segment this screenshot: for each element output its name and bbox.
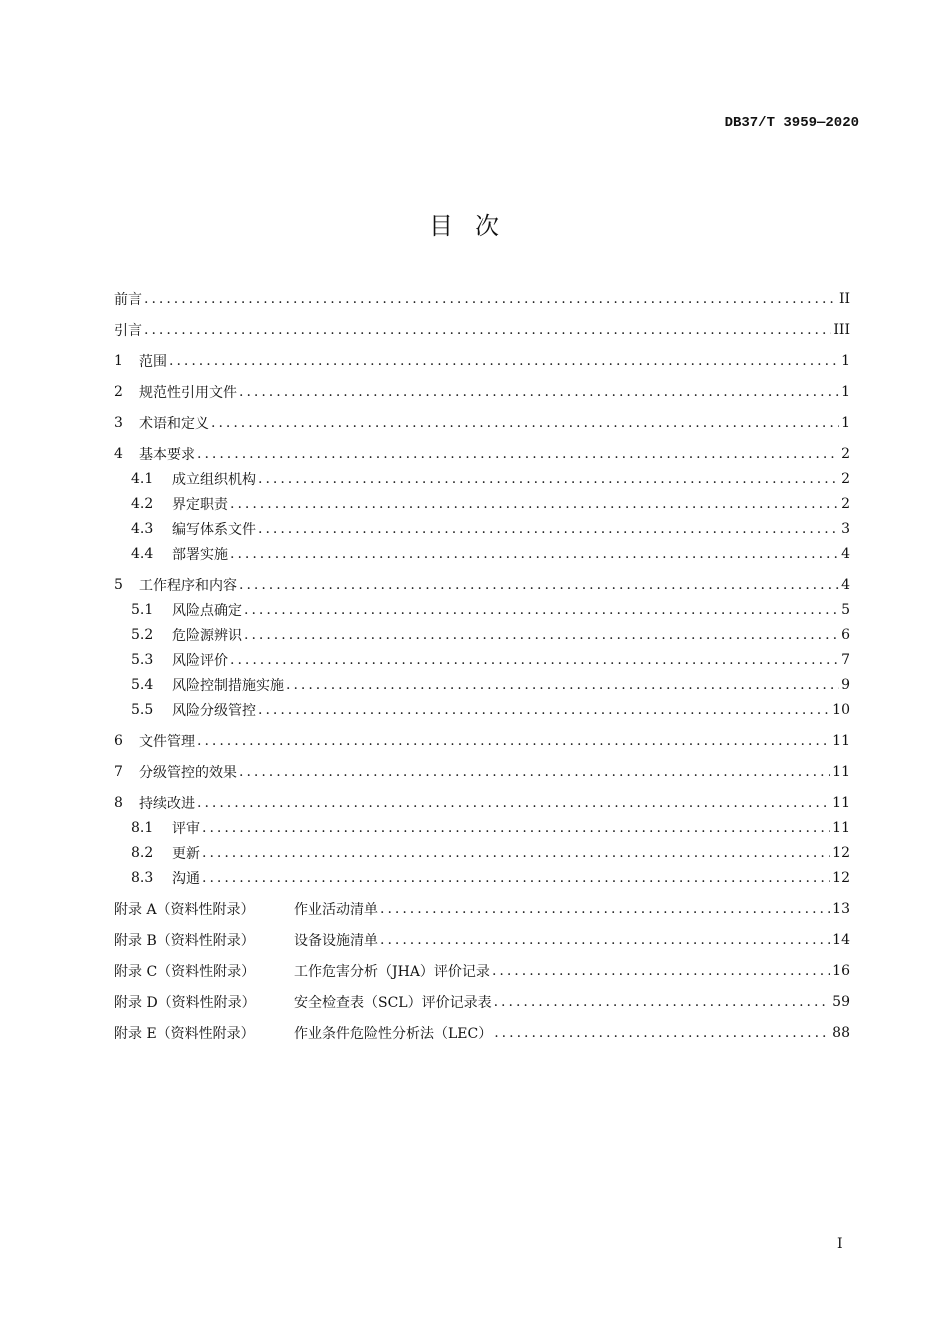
toc-leader-dots xyxy=(239,577,839,593)
toc-entry[interactable] xyxy=(114,516,850,541)
toc-leader-dots xyxy=(494,1025,830,1041)
toc-entry-number: 附录 B（资料性附录） xyxy=(114,932,255,949)
toc-entry-page: 10 xyxy=(832,701,850,718)
toc-entry-number: 附录 C（资料性附录） xyxy=(114,963,256,980)
toc-leader-dots xyxy=(494,994,831,1010)
toc-entry[interactable] xyxy=(114,697,850,722)
toc-leader-dots xyxy=(202,870,830,886)
toc-entry-number: 4 xyxy=(114,445,123,462)
toc-entry-page: 4 xyxy=(841,545,850,562)
toc-entry-title: 评审 xyxy=(172,820,200,837)
toc-entry-page: 12 xyxy=(832,869,850,886)
toc-entry[interactable] xyxy=(114,1020,850,1045)
toc-entry-number: 8.2 xyxy=(131,844,154,861)
toc-entry-number: 4.1 xyxy=(131,470,154,487)
toc-entry-number: 附录 D（资料性附录） xyxy=(114,994,256,1011)
toc-entry[interactable] xyxy=(114,728,850,753)
toc-entry[interactable] xyxy=(114,865,850,890)
toc-entry-number: 6 xyxy=(114,732,123,749)
toc-entry-page: 14 xyxy=(832,931,850,948)
toc-entry-number: 8.1 xyxy=(131,819,154,836)
toc-entry-title: 部署实施 xyxy=(172,546,228,563)
toc-entry-title: 风险控制措施实施 xyxy=(172,677,284,694)
toc-leader-dots xyxy=(197,446,839,462)
toc-entry-page: 11 xyxy=(832,763,850,780)
toc-entry[interactable] xyxy=(114,491,850,516)
toc-entry-title: 基本要求 xyxy=(139,446,195,463)
toc-entry-title: 引言 xyxy=(114,322,142,339)
toc-entry-title: 风险分级管控 xyxy=(172,702,256,719)
toc-entry-page: 2 xyxy=(841,445,850,462)
toc-entry-page: 7 xyxy=(841,651,850,668)
toc-entry-number: 5.4 xyxy=(131,676,154,693)
toc-entry-page: 11 xyxy=(832,794,850,811)
toc-entry-title: 范围 xyxy=(139,353,167,370)
toc-leader-dots xyxy=(230,496,839,512)
toc-entry-page: III xyxy=(833,321,850,338)
toc-entry-page: 11 xyxy=(832,819,850,836)
toc-leader-dots xyxy=(380,932,830,948)
toc-leader-dots xyxy=(230,546,839,562)
toc-entry-number: 5.1 xyxy=(131,601,154,618)
toc-entry[interactable] xyxy=(114,672,850,697)
toc-entry-title: 风险评价 xyxy=(172,652,228,669)
toc-entry[interactable] xyxy=(114,989,850,1014)
toc-leader-dots xyxy=(258,702,830,718)
toc-entry[interactable] xyxy=(114,348,850,373)
toc-leader-dots xyxy=(144,291,837,307)
toc-entry-page: 2 xyxy=(841,470,850,487)
toc-entry-page: 3 xyxy=(841,520,850,537)
toc-entry[interactable] xyxy=(114,927,850,952)
toc-entry-title: 作业条件危险性分析法（LEC） xyxy=(294,1025,493,1042)
toc-entry[interactable] xyxy=(114,840,850,865)
toc-entry[interactable] xyxy=(114,286,850,311)
toc-entry-title: 成立组织机构 xyxy=(172,471,256,488)
toc-entry-number: 5 xyxy=(114,576,123,593)
toc-entry-title: 术语和定义 xyxy=(139,415,209,432)
page-title: 目次 xyxy=(429,212,521,240)
toc-entry-page: 6 xyxy=(841,626,850,643)
toc-leader-dots xyxy=(239,764,830,780)
toc-entry-page: 1 xyxy=(841,352,850,369)
toc-leader-dots xyxy=(202,820,830,836)
toc-leader-dots xyxy=(286,677,839,693)
toc-entry-number: 1 xyxy=(114,352,123,369)
toc-leader-dots xyxy=(492,963,830,979)
toc-entry-page: 1 xyxy=(841,414,850,431)
toc-entry[interactable] xyxy=(114,597,850,622)
toc-entry-number: 5.3 xyxy=(131,651,154,668)
toc-entry[interactable] xyxy=(114,622,850,647)
toc-entry-title: 安全检查表（SCL）评价记录表 xyxy=(294,994,492,1011)
toc-entry-page: 59 xyxy=(832,993,850,1010)
toc-leader-dots xyxy=(169,353,839,369)
toc-entry[interactable] xyxy=(114,317,850,342)
toc-entry-number: 8.3 xyxy=(131,869,154,886)
toc-leader-dots xyxy=(211,415,839,431)
toc-entry[interactable] xyxy=(114,572,850,597)
toc-leader-dots xyxy=(197,795,830,811)
toc-entry-number: 8 xyxy=(114,794,123,811)
toc-leader-dots xyxy=(144,322,831,338)
toc-entry[interactable] xyxy=(114,958,850,983)
toc-entry-title: 规范性引用文件 xyxy=(139,384,237,401)
toc-entry-title: 分级管控的效果 xyxy=(139,764,237,781)
toc-entry-page: 12 xyxy=(832,844,850,861)
toc-leader-dots xyxy=(230,652,839,668)
toc-entry-title: 设备设施清单 xyxy=(294,932,378,949)
toc-entry-number: 4.4 xyxy=(131,545,154,562)
toc-entry[interactable] xyxy=(114,466,850,491)
toc-leader-dots xyxy=(258,471,839,487)
table-of-contents xyxy=(114,286,850,1045)
toc-entry-page: 88 xyxy=(832,1024,850,1041)
toc-entry-title: 工作程序和内容 xyxy=(139,577,237,594)
toc-entry-number: 5.5 xyxy=(131,701,154,718)
toc-entry-title: 工作危害分析（JHA）评价记录 xyxy=(294,963,490,980)
toc-entry-title: 风险点确定 xyxy=(172,602,242,619)
toc-entry[interactable] xyxy=(114,647,850,672)
toc-entry[interactable] xyxy=(114,759,850,784)
toc-entry-page: 9 xyxy=(841,676,850,693)
toc-entry[interactable] xyxy=(114,790,850,815)
toc-entry-page: 1 xyxy=(841,383,850,400)
toc-entry-page: II xyxy=(838,290,850,307)
toc-entry[interactable] xyxy=(114,441,850,466)
toc-entry-number: 附录 A（资料性附录） xyxy=(114,901,255,918)
toc-entry-title: 作业活动清单 xyxy=(294,901,378,918)
toc-leader-dots xyxy=(380,901,830,917)
toc-entry[interactable] xyxy=(114,541,850,566)
toc-leader-dots xyxy=(258,521,839,537)
toc-entry-title: 编写体系文件 xyxy=(172,521,256,538)
toc-entry[interactable] xyxy=(114,896,850,921)
toc-entry-title: 沟通 xyxy=(172,870,200,887)
page-folio: I xyxy=(837,1236,843,1252)
toc-entry-number: 4.3 xyxy=(131,520,154,537)
toc-leader-dots xyxy=(202,845,830,861)
toc-entry-page: 11 xyxy=(832,732,850,749)
toc-entry[interactable] xyxy=(114,379,850,404)
toc-entry-title: 文件管理 xyxy=(139,733,195,750)
toc-entry-number: 附录 E（资料性附录） xyxy=(114,1025,255,1042)
toc-entry-number: 5.2 xyxy=(131,626,154,643)
toc-leader-dots xyxy=(239,384,839,400)
toc-entry-title: 前言 xyxy=(114,291,142,308)
toc-entry-title: 危险源辨识 xyxy=(172,627,242,644)
toc-entry-number: 4.2 xyxy=(131,495,154,512)
toc-entry-number: 7 xyxy=(114,763,123,780)
toc-entry-title: 更新 xyxy=(172,845,200,862)
toc-entry-number: 3 xyxy=(114,414,123,431)
toc-entry-page: 13 xyxy=(832,900,850,917)
toc-entry-title: 界定职责 xyxy=(172,496,228,513)
toc-entry-page: 4 xyxy=(841,576,850,593)
toc-leader-dots xyxy=(197,733,830,749)
toc-entry-page: 2 xyxy=(841,495,850,512)
toc-entry[interactable] xyxy=(114,815,850,840)
toc-entry[interactable] xyxy=(114,410,850,435)
toc-leader-dots xyxy=(244,602,839,618)
toc-leader-dots xyxy=(244,627,839,643)
toc-entry-page: 5 xyxy=(841,601,850,618)
toc-entry-number: 2 xyxy=(114,383,123,400)
document-number: DB37/T 3959—2020 xyxy=(724,115,859,131)
toc-entry-page: 16 xyxy=(832,962,850,979)
toc-entry-title: 持续改进 xyxy=(139,795,195,812)
